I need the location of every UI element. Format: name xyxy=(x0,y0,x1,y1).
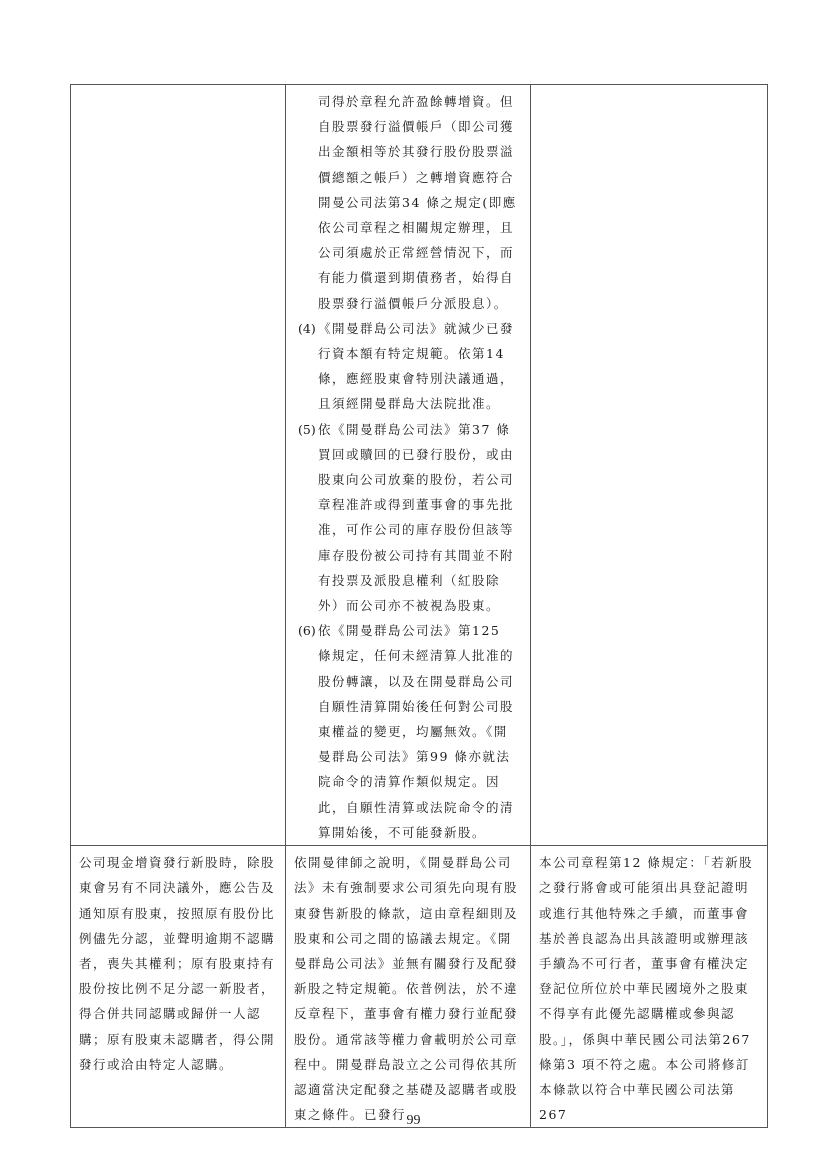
row2-col3-cell xyxy=(531,846,768,1128)
page-number: 99 xyxy=(406,1113,421,1128)
list-item xyxy=(298,316,518,417)
comparison-table xyxy=(70,84,768,1128)
row1-col1-cell xyxy=(71,85,286,846)
list-item-number: (4) xyxy=(298,320,316,336)
row1-col3-cell xyxy=(531,85,768,846)
table-row xyxy=(71,846,768,1128)
taiwan-rule-text: 公司現金增資發行新股時，除股東會另有不同決議外，應公告及通知原有股東，按照原有股份比例儘先分認，並聲明逾期不認購者，喪失其權利；原有股東持有股份按比例不足分認一新股者，得合併共同認購或歸併一人認購；原有股東未認購者，得公開發行或洽由特定人認購。 xyxy=(79,855,276,1072)
table-row xyxy=(71,85,768,846)
list-item-text: 《開曼群島公司法》就減少已發行資本額有特定規範。依第14 條，應經股東會特別決議通過，且須經開曼群島大法院批准。 xyxy=(318,320,515,412)
company-articles-text: 本公司章程第12 條規定：「若新股之發行將會或可能須出具登記證明或進行其他特殊之手續，而董事會基於善良認為出具該證明或辦理該手續為不可行者，董事會有權決定登記位所位於中華民國境外之股東不得享有此優先認購權或參與認股。」，係與中華民國公司法第267條第3 項不符之處。本公司將修訂本條款以符合中華民國公司法第267 xyxy=(539,855,754,1123)
row2-col2-cell xyxy=(286,846,531,1128)
list-item-text: 依《開曼群島公司法》第37 條買回或贖回的已發行股份，或由股東向公司放棄的股份，若公司章程准許或得到董事會的事先批准，可作公司的庫存股份但該等庫存股份被公司持有其間並不附有投票及派股息權利（紅股除外）而公司亦不被視為股東。 xyxy=(318,421,515,614)
list-item xyxy=(298,417,518,619)
list-item-text: 依《開曼群島公司法》第125 條規定，任何未經清算人批准的股份轉讓，以及在開曼群島公司自願性清算開始後任何對公司股東權益的變更，均屬無效。《開曼群島公司法》第99 條亦就法院命令的清算作類似規定。因此，自願性清算或法院命令的清算開始後，不可能發新股。 xyxy=(318,623,515,840)
list-item-number: (6) xyxy=(298,623,316,639)
cayman-law-text: 依開曼律師之說明，《開曼群島公司法》未有強制要求公司須先向現有股東發售新股的條款，這由章程細則及股東和公司之間的協議去規定。《開曼群島公司法》並無有關發行及配發新股之特定規範。依普例法，於不違反章程下，董事會有權力發行並配發股份。通常該等權力會載明於公司章程中。開曼群島設立之公司得依其所認適當決定配發之基礎及認購者或股東之條件。已發行 xyxy=(294,855,519,1123)
continued-paragraph: 司得於章程允許盈餘轉增資。但自股票發行溢價帳戶（即公司獲出金額相等於其發行股份股票溢價總額之帳戶）之轉增資應符合開曼公司法第34 條之規定(即應依公司章程之相關規定辦理，且公司須處於正常經營情況下，而有能力償還到期債務者，始得自股票發行溢價帳戶分派股息）。 xyxy=(318,94,517,311)
row1-col2-cell xyxy=(286,85,531,846)
list-item xyxy=(298,618,518,845)
list-item-number: (5) xyxy=(298,421,316,437)
row2-col1-cell xyxy=(71,846,286,1128)
